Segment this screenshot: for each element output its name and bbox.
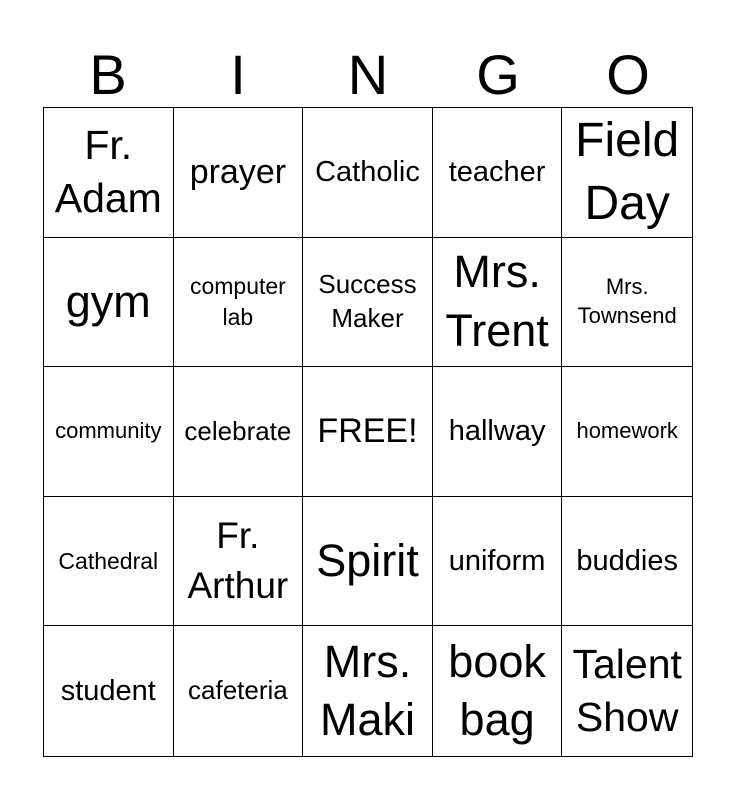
bingo-cell-r1-c1 [44, 108, 174, 238]
cell-text: Cathedral [58, 547, 159, 574]
cell-text: Mrs. Townsend [577, 274, 677, 328]
cell-text: Catholic [315, 156, 420, 189]
bingo-cell-r3-c2 [174, 367, 304, 497]
bingo-cell-r4-c3 [303, 497, 433, 627]
bingo-cell-r3-c5 [562, 367, 692, 497]
cell-text: Mrs. Maki [319, 635, 415, 746]
cell-text: Spirit [316, 534, 419, 586]
bingo-cell-r2-c1 [44, 238, 174, 368]
bingo-cell-r4-c4 [433, 497, 563, 627]
cell-text: FREE! [317, 412, 418, 451]
bingo-cell-r5-c2 [174, 626, 304, 756]
bingo-cell-r3-c3 [303, 367, 433, 497]
cell-text: Talent Show [572, 640, 682, 741]
cell-text: Fr. Arthur [187, 515, 289, 607]
bingo-cell-r2-c4 [433, 238, 563, 368]
header-letter-b: B [89, 43, 127, 106]
bingo-cell-r3-c4 [433, 367, 563, 497]
cell-text: homework [576, 418, 678, 444]
bingo-cell-r2-c5 [562, 238, 692, 368]
bingo-board [43, 107, 693, 757]
bingo-cell-r2-c2 [174, 238, 304, 368]
bingo-cell-r5-c4 [433, 626, 563, 756]
cell-text: prayer [189, 152, 287, 191]
cell-text: Field Day [575, 113, 680, 231]
bingo-cell-r3-c1 [44, 367, 174, 497]
bingo-cell-r1-c2 [174, 108, 304, 238]
cell-text: Mrs. Trent [445, 246, 549, 356]
bingo-cell-r5-c3 [303, 626, 433, 756]
cell-text: buddies [576, 544, 678, 577]
cell-text: hallway [448, 415, 546, 448]
cell-text: Success Maker [318, 269, 417, 333]
cell-text: student [60, 675, 156, 708]
bingo-cell-r4-c2 [174, 497, 304, 627]
bingo-cell-r1-c3 [303, 108, 433, 238]
cell-text: cafeteria [188, 675, 288, 706]
cell-text: computer lab [189, 272, 286, 330]
cell-text: gym [65, 275, 151, 327]
bingo-cell-r4-c1 [44, 497, 174, 627]
bingo-cell-r5-c1 [44, 626, 174, 756]
header-letter-g: G [476, 43, 520, 106]
cell-text: teacher [448, 156, 546, 189]
bingo-cell-r2-c3 [303, 238, 433, 368]
cell-text: celebrate [184, 415, 292, 446]
bingo-cell-r1-c5 [562, 108, 692, 238]
bingo-header [43, 40, 693, 108]
header-letter-i: I [230, 43, 246, 106]
cell-text: Fr. Adam [54, 122, 162, 222]
cell-text: uniform [448, 544, 546, 577]
bingo-cell-r4-c5 [562, 497, 692, 627]
header-letter-o: O [606, 43, 650, 106]
bingo-cell-r5-c5 [562, 626, 692, 756]
header-letter-n: N [347, 43, 389, 106]
bingo-cell-r1-c4 [433, 108, 563, 238]
cell-text: book bag [448, 635, 546, 746]
cell-text: community [55, 418, 162, 444]
